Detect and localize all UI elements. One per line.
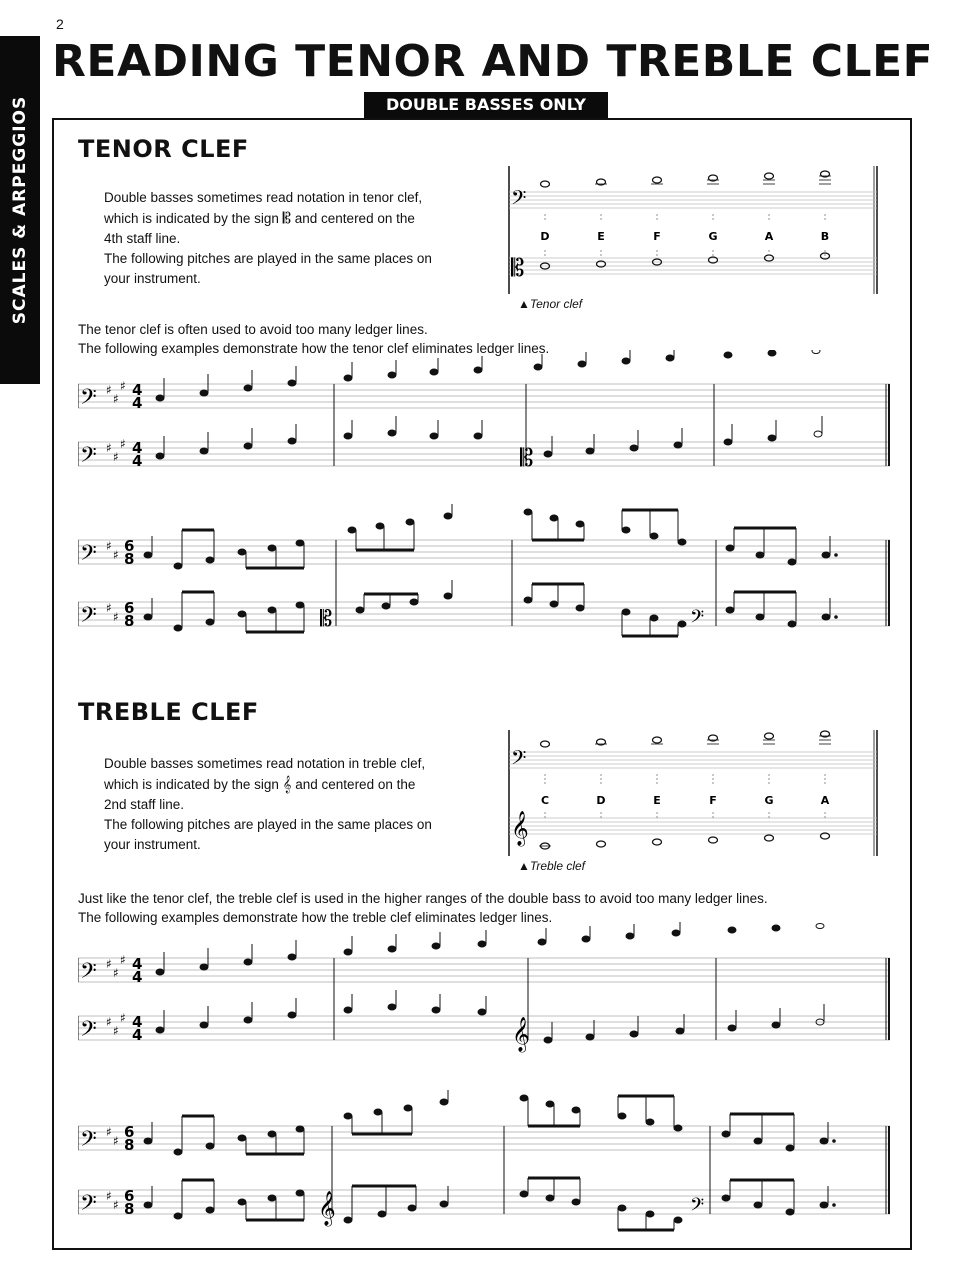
- tenor-intro-line: your instrument.: [104, 271, 201, 286]
- bass-clef-icon: 𝄢: [80, 1191, 97, 1221]
- treble-caption: ▲Treble clef: [518, 859, 586, 873]
- tenor-explanation-line: The following examples demonstrate how the tenor clef eliminates ledger lines.: [78, 341, 550, 356]
- side-tab-label: SCALES & ARPEGGIOS: [10, 95, 30, 325]
- tenor-intro-line: [104, 208, 484, 229]
- bass-clef-icon: 𝄢: [690, 1195, 705, 1220]
- treble-comparison-border: [509, 730, 877, 856]
- side-tab: [0, 36, 40, 384]
- time-sig-bottom: 4: [132, 1026, 143, 1044]
- bass-clef-icon: 𝄢: [80, 443, 97, 473]
- time-sig-top: 4: [132, 1013, 143, 1031]
- pitch-label: D: [596, 794, 606, 807]
- time-sig-bottom: 8: [124, 550, 135, 568]
- treble-clef-icon: 𝄞: [511, 811, 529, 846]
- sharp-icon: ♯: [113, 610, 119, 624]
- sharp-icon: ♯: [106, 539, 112, 553]
- treble-explanation-line: Just like the tenor clef, the treble clef is used in the higher ranges of the double bass to avoid too many ledger lines.: [78, 891, 768, 906]
- tenor-example-2: [78, 500, 890, 640]
- sharp-icon: ♯: [120, 1011, 126, 1025]
- tenor-comparison-box: [505, 162, 885, 302]
- tenor-compare-notes: [541, 171, 832, 269]
- sharp-icon: ♯: [106, 601, 112, 615]
- bass-clef-icon: 𝄢: [80, 603, 97, 633]
- treble-explanation-line: The following examples demonstrate how the treble clef eliminates ledger lines.: [78, 910, 553, 925]
- treble-example-1: [78, 920, 890, 1056]
- sharp-icon: ♯: [120, 953, 126, 967]
- time-signature: [124, 1123, 134, 1218]
- pitch-label: A: [820, 794, 830, 807]
- tenor-clef-icon: 𝄡: [282, 209, 291, 227]
- time-sig-top: 6: [124, 599, 135, 617]
- time-sig-bottom: 4: [132, 968, 143, 986]
- treble-compare-treble-staff: [509, 818, 877, 834]
- time-sig-bottom: 4: [132, 394, 143, 412]
- barlines: [78, 1126, 889, 1214]
- treble-comparison-box: [505, 726, 885, 862]
- sharp-icon: ♯: [113, 392, 119, 406]
- treble-intro-text: and centered on the: [295, 777, 416, 792]
- pitch-label: G: [708, 230, 718, 243]
- sharp-icon: ♯: [113, 1198, 119, 1212]
- tenor-intro-line: 4th staff line.: [104, 231, 181, 246]
- time-sig-bottom: 8: [124, 1136, 135, 1154]
- tenor-clef-icon: 𝄡: [520, 444, 534, 472]
- tenor-explanation-line: The tenor clef is often used to avoid too many ledger lines.: [78, 322, 428, 337]
- time-sig-bottom: 4: [132, 452, 143, 470]
- pitch-label: E: [597, 230, 605, 243]
- bass-clef-icon: 𝄢: [80, 1017, 97, 1047]
- tenor-intro-text: which is indicated by the sign: [104, 211, 279, 226]
- bass-clef-icon: 𝄢: [80, 541, 97, 571]
- bass-clef-icon: 𝄢: [80, 959, 97, 989]
- treble-intro-line: 2nd staff line.: [104, 797, 185, 812]
- time-sig-top: 4: [132, 439, 143, 457]
- time-sig-top: 6: [124, 1187, 135, 1205]
- page-title: READING TENOR AND TREBLE CLEF: [52, 36, 934, 87]
- treble-compare-dashes: [545, 774, 825, 818]
- tenor-intro-text: and centered on the: [294, 211, 415, 226]
- time-sig-bottom: 8: [124, 1200, 135, 1218]
- pitch-label: B: [820, 230, 830, 243]
- treble-intro-line: [104, 774, 484, 795]
- tenor-intro-line: Double basses sometimes read notation in tenor clef,: [104, 190, 423, 205]
- pitch-label: F: [709, 794, 717, 807]
- tenor-clef-icon: 𝄡: [511, 254, 525, 282]
- time-sig-top: 6: [124, 1123, 135, 1141]
- sharp-icon: ♯: [106, 1125, 112, 1139]
- tenor-compare-tenor-staff: [509, 258, 877, 274]
- barlines: [78, 540, 889, 626]
- treble-intro-line: Double basses sometimes read notation in treble clef,: [104, 756, 426, 771]
- staff-lines: [78, 1126, 890, 1214]
- sharp-icon: ♯: [113, 1024, 119, 1038]
- tenor-intro-line: The following pitches are played in the same places on: [104, 251, 432, 266]
- time-signature: [132, 955, 142, 1044]
- treble-clef-heading: TREBLE CLEF: [78, 698, 259, 726]
- page-number: 2: [56, 16, 64, 32]
- sharp-icon: ♯: [106, 1189, 112, 1203]
- key-signature: [106, 1125, 119, 1212]
- sharp-icon: ♯: [113, 1134, 119, 1148]
- time-sig-top: 4: [132, 955, 143, 973]
- tenor-caption: ▲Tenor clef: [518, 297, 583, 311]
- staff-lines: [78, 958, 890, 1040]
- tenor-intro: [104, 188, 484, 289]
- bass-clef-icon: 𝄢: [80, 385, 97, 415]
- section-badge: DOUBLE BASSES ONLY: [364, 92, 608, 118]
- sharp-icon: ♯: [106, 441, 112, 455]
- sharp-icon: ♯: [113, 966, 119, 980]
- pitch-label: D: [540, 230, 550, 243]
- treble-example-2: [78, 1086, 890, 1236]
- staff-lines: [78, 384, 890, 466]
- pitch-label: G: [764, 794, 774, 807]
- tenor-pitch-labels: [540, 230, 829, 243]
- sharp-icon: ♯: [113, 450, 119, 464]
- sharp-icon: ♯: [106, 383, 112, 397]
- treble-clef-icon: 𝄞: [282, 775, 292, 793]
- key-signature: [106, 379, 126, 464]
- key-signature: [106, 539, 119, 624]
- tenor-compare-dashes: [545, 214, 825, 258]
- tenor-example-1: [78, 350, 890, 480]
- treble-compare-notes: [539, 731, 831, 849]
- bass-clef-icon: 𝄢: [80, 1127, 97, 1157]
- notes: [144, 504, 837, 636]
- bass-clef-icon: 𝄢: [511, 186, 527, 214]
- time-sig-bottom: 8: [124, 612, 135, 630]
- bass-clef-icon: 𝄢: [511, 746, 527, 774]
- tenor-clef-icon: 𝄡: [320, 607, 333, 632]
- key-signature: [106, 953, 126, 1038]
- sharp-icon: ♯: [106, 957, 112, 971]
- treble-intro-line: your instrument.: [104, 837, 201, 852]
- sharp-icon: ♯: [106, 1015, 112, 1029]
- sharp-icon: ♯: [120, 437, 126, 451]
- treble-intro: [104, 754, 484, 855]
- pitch-label: C: [540, 794, 550, 807]
- bass-clef-icon: 𝄢: [690, 607, 705, 632]
- sharp-icon: ♯: [120, 379, 126, 393]
- treble-compare-bass-staff: [509, 752, 877, 768]
- time-sig-top: 4: [132, 381, 143, 399]
- treble-intro-line: The following pitches are played in the same places on: [104, 817, 432, 832]
- tenor-clef-heading: TENOR CLEF: [78, 135, 249, 163]
- notes: [156, 922, 824, 1043]
- pitch-label: F: [653, 230, 661, 243]
- staff-lines: [78, 540, 890, 626]
- pitch-label: E: [653, 794, 661, 807]
- time-signature: [132, 381, 142, 470]
- tenor-compare-bass-staff: [509, 192, 877, 208]
- time-signature: [124, 537, 134, 630]
- time-sig-top: 6: [124, 537, 135, 555]
- pitch-label: A: [764, 230, 774, 243]
- treble-intro-text: which is indicated by the sign: [104, 777, 279, 792]
- treble-pitch-labels: [541, 794, 830, 807]
- treble-clef-icon: 𝄞: [512, 1017, 530, 1052]
- notes: [144, 1090, 835, 1230]
- treble-clef-icon: 𝄞: [318, 1191, 336, 1226]
- sharp-icon: ♯: [113, 548, 119, 562]
- notes: [156, 350, 822, 459]
